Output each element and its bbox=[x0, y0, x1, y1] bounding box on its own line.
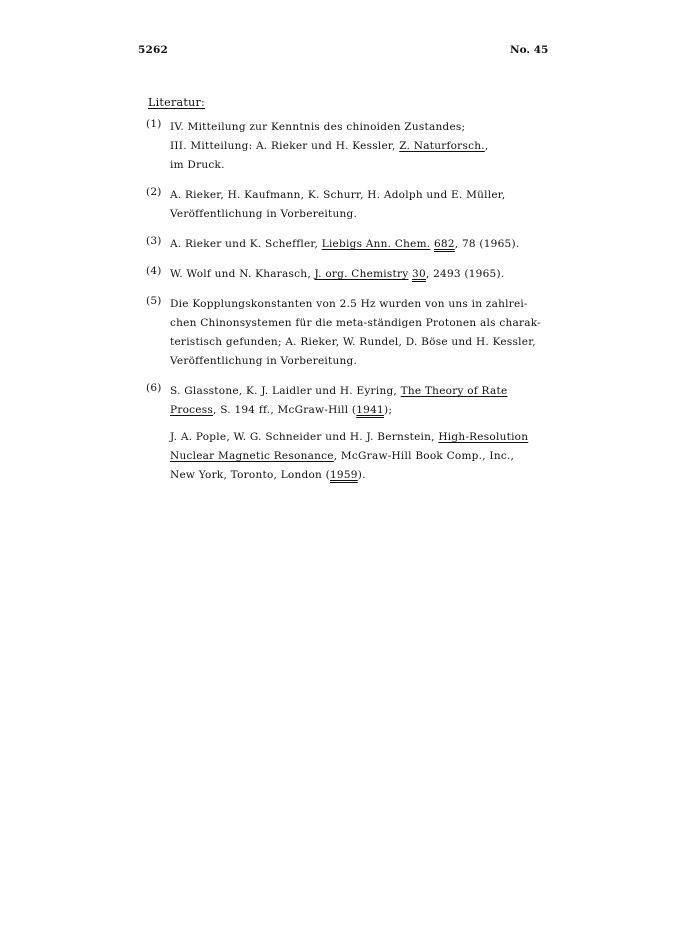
reference-text: J. A. Pople, W. G. Schneider und H. J. Bernstein, bbox=[170, 431, 439, 443]
reference-emphasis: 30 bbox=[412, 268, 426, 280]
reference-number: (4) bbox=[146, 265, 162, 277]
reference-line bbox=[170, 466, 566, 485]
reference-line bbox=[170, 137, 566, 156]
reference-emphasis: Z. Naturforsch. bbox=[399, 140, 485, 152]
reference-emphasis: 1941 bbox=[356, 404, 384, 416]
reference-text: , 78 (1965). bbox=[454, 238, 520, 250]
reference-text: , 2493 (1965). bbox=[425, 268, 505, 280]
reference-line bbox=[170, 428, 566, 447]
issue-number: No. 45 bbox=[510, 44, 549, 56]
reference-text: IV. Mitteilung zur Kenntnis des chinoiden Zustandes; bbox=[170, 121, 466, 133]
reference-text: ); bbox=[383, 404, 393, 416]
page-number: 5262 bbox=[138, 44, 169, 56]
reference-text: , S. 194 ff., McGraw-Hill ( bbox=[213, 404, 357, 416]
reference-line bbox=[170, 156, 566, 175]
reference-text: A. Rieker, H. Kaufmann, K. Schurr, H. Adolph und E. Müller, bbox=[170, 189, 506, 201]
reference-item bbox=[146, 295, 566, 371]
reference-number: (2) bbox=[146, 186, 162, 198]
reference-text: , bbox=[484, 140, 489, 152]
reference-text: New York, Toronto, London ( bbox=[170, 469, 330, 481]
reference-text: Veröffentlichung in Vorbereitung. bbox=[170, 355, 358, 367]
reference-number: (1) bbox=[146, 118, 162, 130]
reference-list bbox=[146, 118, 566, 496]
reference-item bbox=[146, 118, 566, 175]
reference-item bbox=[146, 235, 566, 254]
reference-line bbox=[170, 186, 566, 205]
reference-spacer bbox=[170, 420, 566, 428]
reference-emphasis: 1959 bbox=[330, 469, 358, 481]
reference-line bbox=[170, 447, 566, 466]
reference-line bbox=[170, 382, 566, 401]
reference-text: Veröffentlichung in Vorbereitung. bbox=[170, 208, 358, 220]
reference-item bbox=[146, 186, 566, 224]
reference-text: Die Kopplungskonstanten von 2.5 Hz wurden von uns in zahlrei- bbox=[170, 298, 528, 310]
reference-text: W. Wolf und N. Kharasch, bbox=[170, 268, 315, 280]
reference-text: III. Mitteilung: A. Rieker und H. Kessler, bbox=[170, 140, 400, 152]
reference-emphasis: J. org. Chemistry bbox=[314, 268, 409, 280]
reference-line bbox=[170, 205, 566, 224]
reference-emphasis: Process bbox=[170, 404, 214, 416]
reference-line bbox=[170, 235, 566, 254]
reference-line bbox=[170, 314, 566, 333]
reference-text: chen Chinonsystemen für die meta-ständigen Protonen als charak- bbox=[170, 317, 541, 329]
reference-emphasis: Liebigs Ann. Chem. bbox=[321, 238, 431, 250]
reference-text: A. Rieker und K. Scheffler, bbox=[170, 238, 322, 250]
reference-line bbox=[170, 295, 566, 314]
reference-item bbox=[146, 382, 566, 485]
reference-text: teristisch gefunden; A. Rieker, W. Rundel, D. Böse und H. Kessler, bbox=[170, 336, 536, 348]
reference-emphasis: The Theory of Rate bbox=[400, 385, 508, 397]
reference-emphasis: High-Resolution bbox=[438, 431, 529, 443]
reference-line bbox=[170, 265, 566, 284]
reference-text: ). bbox=[357, 469, 366, 481]
reference-emphasis: 682 bbox=[433, 238, 455, 250]
reference-item bbox=[146, 265, 566, 284]
reference-number: (3) bbox=[146, 235, 162, 247]
reference-line bbox=[170, 352, 566, 371]
reference-line bbox=[170, 401, 566, 420]
reference-number: (5) bbox=[146, 295, 162, 307]
reference-text: im Druck. bbox=[170, 159, 225, 171]
reference-number: (6) bbox=[146, 382, 162, 394]
reference-line bbox=[170, 118, 566, 137]
reference-text: , McGraw-Hill Book Comp., Inc., bbox=[333, 450, 515, 462]
reference-text: S. Glasstone, K. J. Laidler und H. Eyring, bbox=[170, 385, 401, 397]
reference-emphasis: Nuclear Magnetic Resonance bbox=[170, 450, 334, 462]
reference-line bbox=[170, 333, 566, 352]
section-title: Literatur: bbox=[148, 96, 206, 109]
